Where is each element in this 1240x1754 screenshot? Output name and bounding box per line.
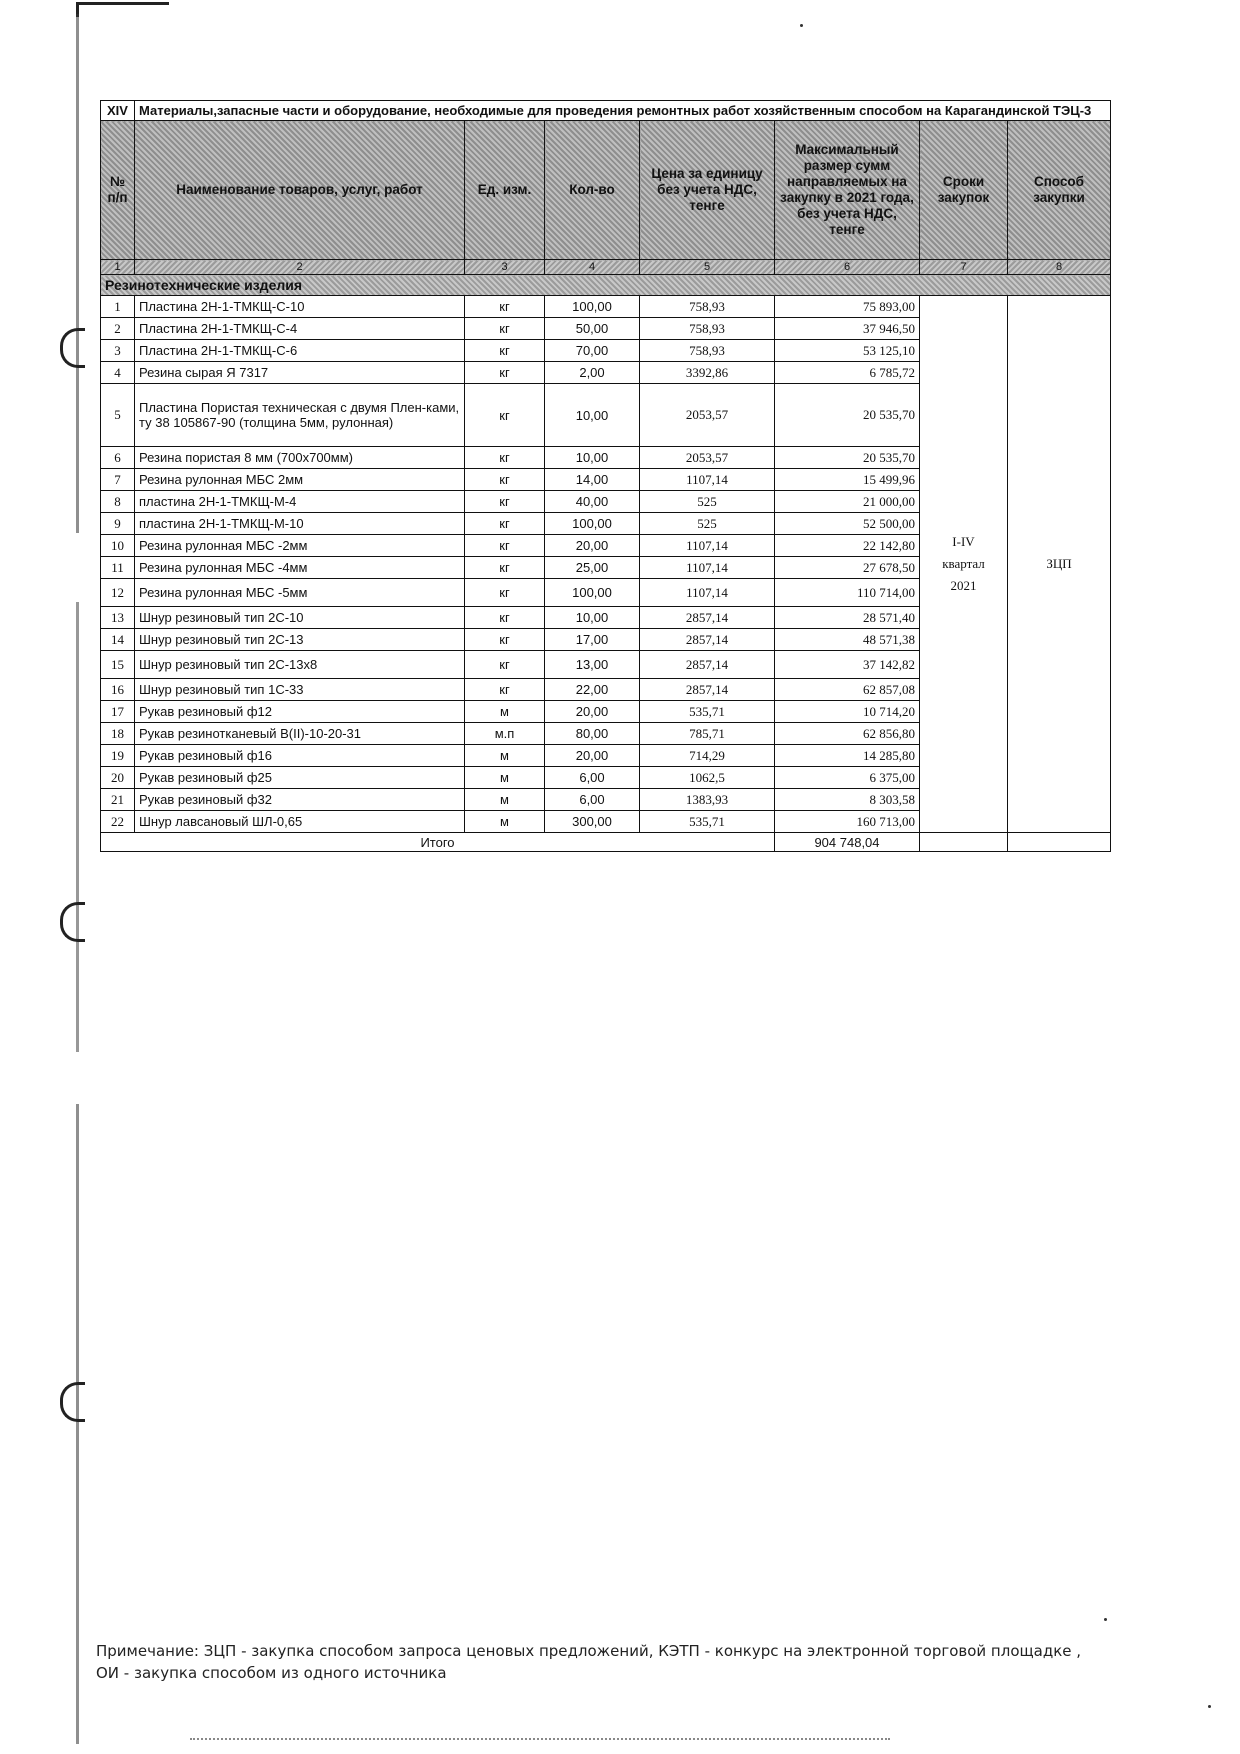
item-sum: 20 535,70: [775, 384, 920, 447]
section-number: XIV: [101, 101, 135, 121]
item-sum: 8 303,58: [775, 789, 920, 811]
header-qty: Кол-во: [545, 121, 640, 260]
table-body: [101, 296, 1111, 833]
item-name: Резина рулонная МБС -2мм: [135, 535, 465, 557]
total-empty-cell: [920, 833, 1008, 852]
item-price: 1107,14: [640, 535, 775, 557]
row-number: 15: [101, 651, 135, 679]
section-title: Материалы,запасные части и оборудование, необходимые для проведения ремонтных работ хозяйственным способом на Карагандинской ТЭЦ-3: [135, 101, 1111, 121]
item-qty: 80,00: [545, 723, 640, 745]
group-row: [101, 275, 1111, 296]
item-unit: кг: [465, 340, 545, 362]
item-price: 1107,14: [640, 579, 775, 607]
item-qty: 20,00: [545, 701, 640, 723]
item-price: 758,93: [640, 340, 775, 362]
item-name: Пластина 2Н-1-ТМКЩ-С-4: [135, 318, 465, 340]
row-number: 3: [101, 340, 135, 362]
column-number: 2: [135, 260, 465, 275]
punch-hole-mark: [60, 328, 85, 368]
item-qty: 10,00: [545, 447, 640, 469]
row-number: 13: [101, 607, 135, 629]
item-unit: кг: [465, 607, 545, 629]
item-qty: 20,00: [545, 535, 640, 557]
header-term: Сроки закупок: [920, 121, 1008, 260]
row-number: 18: [101, 723, 135, 745]
item-price: 2857,14: [640, 607, 775, 629]
item-qty: 100,00: [545, 513, 640, 535]
item-name: Шнур резиновый тип 2С-10: [135, 607, 465, 629]
item-name: Рукав резиновый ф32: [135, 789, 465, 811]
row-number: 8: [101, 491, 135, 513]
item-price: 2053,57: [640, 447, 775, 469]
footnote: Примечание: ЗЦП - закупка способом запроса ценовых предложений, КЭТП - конкурс на электронной торговой площадке , ОИ - закупка способом из одного источника: [96, 1642, 1082, 1682]
punch-hole-mark: [60, 1382, 85, 1422]
item-sum: 6 375,00: [775, 767, 920, 789]
item-name: Резина рулонная МБС 2мм: [135, 469, 465, 491]
row-number: 17: [101, 701, 135, 723]
item-unit: кг: [465, 557, 545, 579]
header-price: Цена за единицу без учета НДС, тенге: [640, 121, 775, 260]
item-price: 758,93: [640, 318, 775, 340]
item-sum: 20 535,70: [775, 447, 920, 469]
item-price: 2857,14: [640, 629, 775, 651]
item-unit: кг: [465, 384, 545, 447]
header-name: Наименование товаров, услуг, работ: [135, 121, 465, 260]
item-qty: 100,00: [545, 579, 640, 607]
item-unit: м: [465, 789, 545, 811]
column-number: 3: [465, 260, 545, 275]
item-price: 535,71: [640, 811, 775, 833]
item-price: 1062,5: [640, 767, 775, 789]
row-number: 11: [101, 557, 135, 579]
row-number: 6: [101, 447, 135, 469]
column-number: 7: [920, 260, 1008, 275]
item-qty: 70,00: [545, 340, 640, 362]
item-sum: 21 000,00: [775, 491, 920, 513]
item-qty: 22,00: [545, 679, 640, 701]
item-unit: кг: [465, 296, 545, 318]
item-sum: 10 714,20: [775, 701, 920, 723]
total-row: [101, 833, 1111, 852]
table-header-row: [101, 121, 1111, 260]
term-line: I-IV: [952, 534, 975, 549]
item-unit: кг: [465, 513, 545, 535]
procurement-method: ЗЦП: [1008, 296, 1111, 833]
total-label: Итого: [101, 833, 775, 852]
item-qty: 17,00: [545, 629, 640, 651]
item-name: Пластина Пористая техническая с двумя Плен-ками, ту 38 105867-90 (толщина 5мм, рулонная): [135, 384, 465, 447]
row-number: 7: [101, 469, 135, 491]
scan-left-edge: [76, 14, 79, 1744]
column-numbers-row: [101, 260, 1111, 275]
item-name: Рукав резиновый ф16: [135, 745, 465, 767]
item-price: 2857,14: [640, 651, 775, 679]
item-qty: 50,00: [545, 318, 640, 340]
term-line: квартал: [942, 556, 985, 571]
row-number: 16: [101, 679, 135, 701]
item-price: 525: [640, 491, 775, 513]
item-price: 714,29: [640, 745, 775, 767]
item-name: Шнур резиновый тип 1С-33: [135, 679, 465, 701]
item-unit: кг: [465, 579, 545, 607]
item-unit: м: [465, 745, 545, 767]
item-name: Резина рулонная МБС -5мм: [135, 579, 465, 607]
item-unit: кг: [465, 679, 545, 701]
item-sum: 110 714,00: [775, 579, 920, 607]
item-qty: 25,00: [545, 557, 640, 579]
header-max-sum: Максимальный размер сумм направляемых на закупку в 2021 года, без учета НДС, тенге: [775, 121, 920, 260]
item-name: Резина сырая Я 7317: [135, 362, 465, 384]
table-row: [101, 296, 1111, 318]
item-name: Шнур резиновый тип 2С-13: [135, 629, 465, 651]
item-sum: 53 125,10: [775, 340, 920, 362]
item-unit: кг: [465, 362, 545, 384]
row-number: 4: [101, 362, 135, 384]
item-name: Резина рулонная МБС -4мм: [135, 557, 465, 579]
scan-speck: [1208, 1705, 1211, 1708]
item-qty: 2,00: [545, 362, 640, 384]
procurement-table: [100, 100, 1111, 852]
item-name: Пластина 2Н-1-ТМКЩ-С-10: [135, 296, 465, 318]
item-unit: кг: [465, 651, 545, 679]
row-number: 9: [101, 513, 135, 535]
item-price: 2053,57: [640, 384, 775, 447]
term-line: 2021: [950, 578, 977, 593]
item-name: Шнур лавсановый ШЛ-0,65: [135, 811, 465, 833]
item-sum: 52 500,00: [775, 513, 920, 535]
item-sum: 14 285,80: [775, 745, 920, 767]
item-name: Рукав резиновый ф12: [135, 701, 465, 723]
punch-hole-mark: [60, 902, 85, 942]
item-sum: 37 946,50: [775, 318, 920, 340]
item-unit: м: [465, 811, 545, 833]
item-price: 3392,86: [640, 362, 775, 384]
item-name: Шнур резиновый тип 2С-13х8: [135, 651, 465, 679]
item-qty: 40,00: [545, 491, 640, 513]
item-price: 2857,14: [640, 679, 775, 701]
item-unit: кг: [465, 629, 545, 651]
item-qty: 6,00: [545, 789, 640, 811]
row-number: 20: [101, 767, 135, 789]
column-number: 8: [1008, 260, 1111, 275]
scan-bottom-artifact: [190, 1738, 890, 1742]
scan-speck: [800, 24, 803, 27]
row-number: 10: [101, 535, 135, 557]
item-sum: 62 856,80: [775, 723, 920, 745]
item-unit: кг: [465, 318, 545, 340]
item-sum: 28 571,40: [775, 607, 920, 629]
column-number: 6: [775, 260, 920, 275]
item-unit: кг: [465, 469, 545, 491]
scan-corner-mark: [76, 2, 169, 17]
column-number: 1: [101, 260, 135, 275]
row-number: 12: [101, 579, 135, 607]
item-sum: 160 713,00: [775, 811, 920, 833]
row-number: 19: [101, 745, 135, 767]
column-number: 4: [545, 260, 640, 275]
item-qty: 6,00: [545, 767, 640, 789]
item-price: 1383,93: [640, 789, 775, 811]
group-title: Резинотехнические изделия: [101, 275, 1111, 296]
item-sum: 22 142,80: [775, 535, 920, 557]
row-number: 21: [101, 789, 135, 811]
total-value: 904 748,04: [775, 833, 920, 852]
item-unit: м.п: [465, 723, 545, 745]
item-price: 758,93: [640, 296, 775, 318]
item-name: Рукав резинотканевый В(II)-10-20-31: [135, 723, 465, 745]
item-unit: кг: [465, 535, 545, 557]
header-method: Способ закупки: [1008, 121, 1111, 260]
item-sum: 27 678,50: [775, 557, 920, 579]
item-unit: м: [465, 701, 545, 723]
item-unit: кг: [465, 447, 545, 469]
row-number: 14: [101, 629, 135, 651]
item-qty: 10,00: [545, 384, 640, 447]
total-empty-cell: [1008, 833, 1111, 852]
item-sum: 37 142,82: [775, 651, 920, 679]
item-qty: 20,00: [545, 745, 640, 767]
item-qty: 300,00: [545, 811, 640, 833]
row-number: 1: [101, 296, 135, 318]
item-sum: 48 571,38: [775, 629, 920, 651]
item-name: Рукав резиновый ф25: [135, 767, 465, 789]
header-unit: Ед. изм.: [465, 121, 545, 260]
item-unit: м: [465, 767, 545, 789]
item-name: Резина пористая 8 мм (700х700мм): [135, 447, 465, 469]
row-number: 5: [101, 384, 135, 447]
item-sum: 15 499,96: [775, 469, 920, 491]
item-unit: кг: [465, 491, 545, 513]
scan-speck: [1104, 1618, 1107, 1621]
item-price: 1107,14: [640, 469, 775, 491]
item-sum: 62 857,08: [775, 679, 920, 701]
item-price: 525: [640, 513, 775, 535]
item-qty: 13,00: [545, 651, 640, 679]
section-title-row: [101, 101, 1111, 121]
item-name: пластина 2Н-1-ТМКЩ-М-10: [135, 513, 465, 535]
header-num: № п/п: [101, 121, 135, 260]
item-price: 535,71: [640, 701, 775, 723]
row-number: 22: [101, 811, 135, 833]
item-name: пластина 2Н-1-ТМКЩ-М-4: [135, 491, 465, 513]
item-qty: 14,00: [545, 469, 640, 491]
column-number: 5: [640, 260, 775, 275]
item-name: Пластина 2Н-1-ТМКЩ-С-6: [135, 340, 465, 362]
item-qty: 10,00: [545, 607, 640, 629]
item-qty: 100,00: [545, 296, 640, 318]
procurement-term: [920, 296, 1008, 833]
item-sum: 75 893,00: [775, 296, 920, 318]
item-price: 1107,14: [640, 557, 775, 579]
item-price: 785,71: [640, 723, 775, 745]
item-sum: 6 785,72: [775, 362, 920, 384]
row-number: 2: [101, 318, 135, 340]
